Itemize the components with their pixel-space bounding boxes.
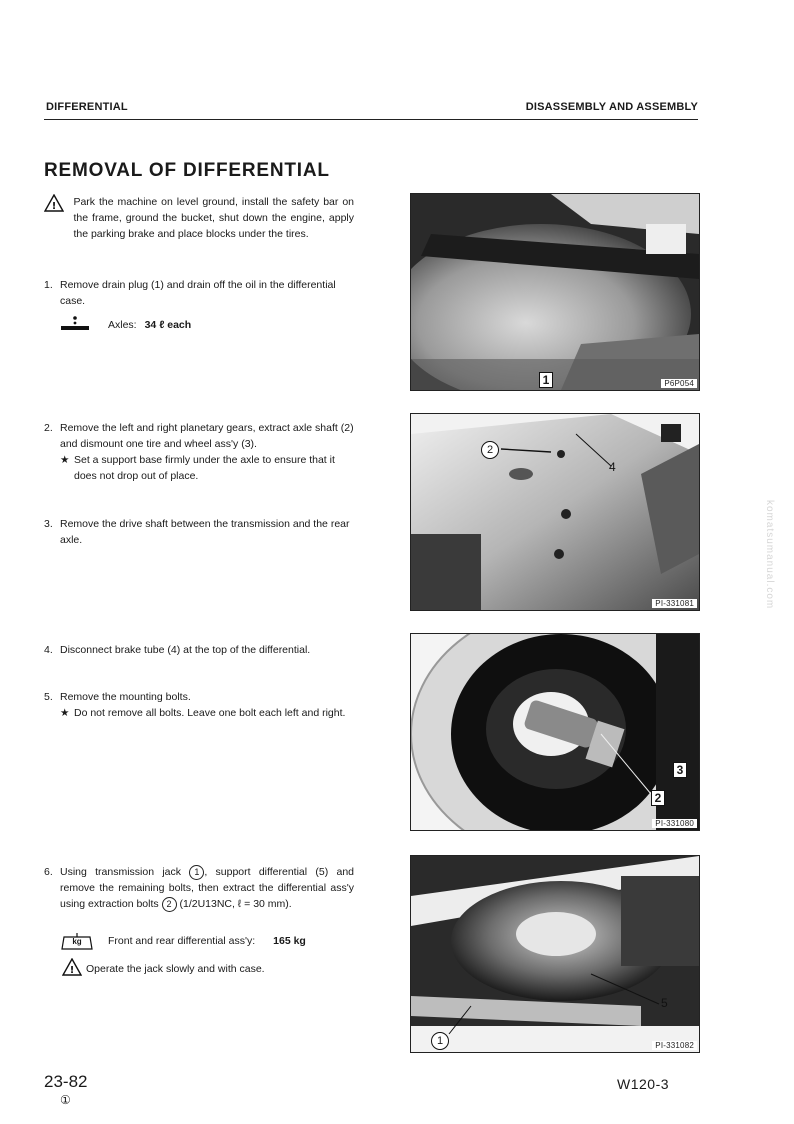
callout-transmission-jack: 1 — [431, 1032, 449, 1050]
step-number: 2. — [44, 422, 53, 434]
note-text: Set a support base firmly under the axle to ensure that it does not drop out of place. — [74, 454, 335, 482]
step-text: Remove the drive shaft between the transmission and the rear axle. — [60, 518, 350, 546]
page-number: 23-82 — [44, 1072, 88, 1091]
step-3 — [44, 516, 354, 548]
step-2 — [44, 420, 354, 484]
callout-differential: 5 — [661, 996, 668, 1010]
photo-wheel-hub — [410, 633, 700, 831]
photo-code: P6P054 — [661, 379, 697, 388]
photo-code: PI-331080 — [652, 819, 697, 828]
oil-label: Axles: — [108, 318, 137, 331]
oil-capacity — [60, 314, 191, 335]
step-number: 1. — [44, 279, 53, 291]
step-number: 3. — [44, 518, 53, 530]
note-star: ★ — [60, 707, 70, 719]
page-title: REMOVAL OF DIFFERENTIAL — [44, 160, 330, 181]
step-number: 6. — [44, 866, 53, 878]
warning-jack-text: Operate the jack slowly and with case. — [86, 962, 265, 975]
step-5 — [44, 689, 354, 721]
step-text: Remove the mounting bolts. — [60, 691, 191, 703]
callout-axle-shaft: 2 — [651, 790, 665, 806]
warning-icon — [44, 194, 65, 242]
model-code: W120-3 — [617, 1076, 670, 1092]
photo-differential-jack — [410, 855, 700, 1053]
header-section-title: DIFFERENTIAL — [46, 101, 128, 113]
step-text: Remove the left and right planetary gears, extract axle shaft (2) and dismount one tire and wheel ass'y (3). — [60, 422, 354, 450]
photo-code: PI-331082 — [652, 1041, 697, 1050]
step-text: Remove drain plug (1) and drain off the oil in the differential case. — [60, 279, 336, 307]
weight-value: 165 kg — [273, 935, 306, 947]
warning-icon — [62, 958, 84, 979]
oil-value: 34 ℓ each — [144, 318, 192, 331]
callout-drain-plug: 1 — [539, 372, 553, 388]
step-text-part: , support differential (5) and remove the remaining bolts, then extract the differential ass'y using extraction bolts — [60, 866, 355, 910]
header-rule — [44, 119, 698, 120]
svg-text:!: ! — [69, 965, 75, 976]
revision-mark: ① — [60, 1093, 71, 1107]
photo-drain-plug — [410, 193, 700, 391]
callout-axle-shaft: 2 — [481, 441, 499, 459]
step-6 — [44, 864, 354, 912]
step-text-part: (1/2U13NC, ℓ = 30 mm). — [179, 898, 292, 910]
weight-spec — [60, 932, 306, 950]
note-text: Do not remove all bolts. Leave one bolt each left and right. — [74, 707, 346, 719]
step-4 — [44, 642, 354, 658]
watermark: komatsumanual.com — [764, 500, 775, 610]
step-text: Disconnect brake tube (4) at the top of the differential. — [60, 644, 311, 656]
weight-label: Front and rear differential ass'y: — [108, 935, 256, 947]
oil-drain-icon — [60, 314, 90, 335]
photo-code: PI-331081 — [652, 599, 697, 608]
circled-number: 1 — [189, 865, 204, 880]
warning-jack — [62, 958, 265, 979]
warning-intro-text: Park the machine on level ground, install the safety bar on the frame, ground the bucket, shut down the engine, apply the parking brake and place blocks under the tires. — [73, 196, 354, 240]
step-text-part: Using transmission jack — [60, 866, 182, 878]
circled-number: 2 — [162, 897, 177, 912]
step-number: 5. — [44, 691, 53, 703]
weight-icon-label: kg — [72, 937, 82, 946]
svg-text:!: ! — [51, 201, 57, 212]
note-star: ★ — [60, 454, 70, 466]
warning-intro — [44, 194, 354, 242]
photo-axle-shaft — [410, 413, 700, 611]
callout-brake-tube: 4 — [609, 460, 616, 474]
weight-icon — [60, 932, 94, 950]
callout-wheel: 3 — [673, 762, 687, 778]
step-text — [60, 864, 354, 912]
step-number: 4. — [44, 644, 53, 656]
header-chapter-title: DISASSEMBLY AND ASSEMBLY — [525, 101, 698, 113]
step-1 — [44, 277, 354, 309]
